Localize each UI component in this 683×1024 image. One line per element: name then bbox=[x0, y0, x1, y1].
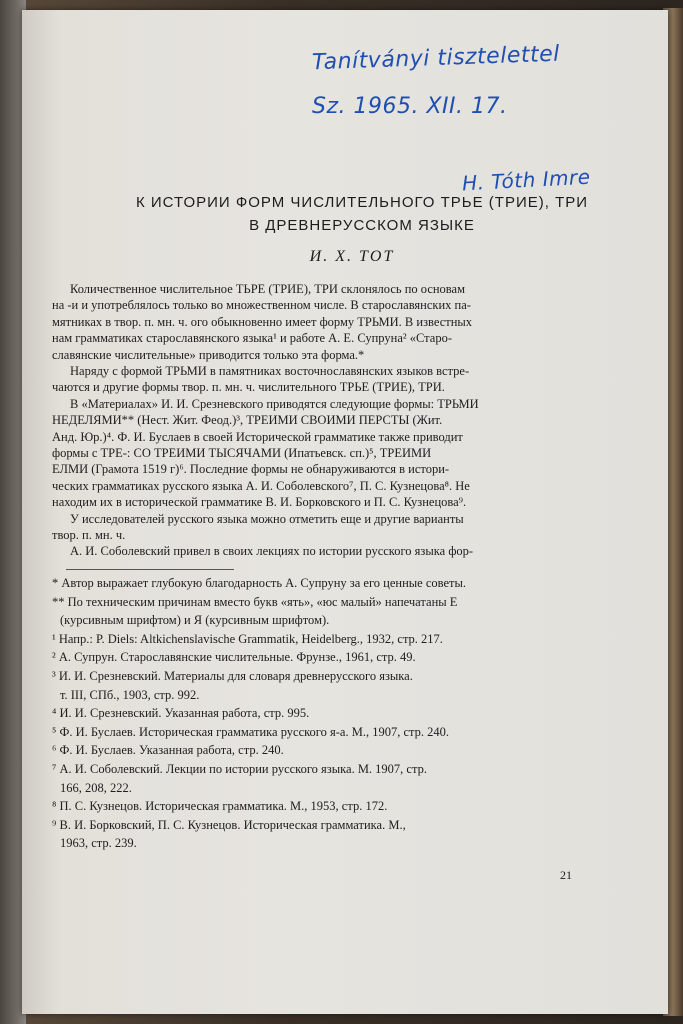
handwritten-date: Sz. 1965. XII. 17. bbox=[312, 94, 508, 119]
body-line: Количественное числительное ТЬРЕ (ТРИЕ), ТРИ склонялось по основам bbox=[70, 282, 466, 296]
footnote-line: ⁷ А. И. Соболевский. Лекции по истории русского языка. М. 1907, стр. bbox=[52, 762, 427, 776]
footnote-line: * Автор выражает глубокую благодарность А. Супруну за его ценные советы. bbox=[52, 576, 466, 590]
article-title-line1: К ИСТОРИИ ФОРМ ЧИСЛИТЕЛЬНОГО ТРЬЕ (ТРИЕ), ТРИ bbox=[135, 194, 589, 211]
body-line: на -и и употреблялось только во множественном числе. В старославянских па- bbox=[52, 298, 471, 313]
body-line: У исследователей русского языка можно отметить еще и другие варианты bbox=[70, 511, 464, 526]
footnote-divider bbox=[66, 569, 234, 570]
body-line: нам грамматиках старославянского языка¹ и работе А. Е. Супруна² «Старо- bbox=[52, 331, 452, 346]
footnote-line: ² А. Супрун. Старославянские числительные. Фрунзе., 1961, стр. 49. bbox=[52, 650, 416, 665]
footnote-line: ** По техническим причинам вместо букв «ять», «юс малый» напечатаны Е bbox=[52, 594, 458, 609]
body-line: формы с ТРЕ-: СО ТРЕИМИ ТЫСЯЧАМИ (Ипатьевск. сп.)⁵, ТРЕИМИ bbox=[52, 446, 432, 460]
footnote-line: ³ И. И. Срезневский. Материалы для словаря древнерусского языка. bbox=[52, 669, 413, 683]
footnote-line: ⁸ П. С. Кузнецов. Историческая грамматика. М., 1953, стр. 172. bbox=[52, 799, 388, 814]
footnote-line: ⁹ В. И. Борковский, П. С. Кузнецов. Историческая грамматика. М., bbox=[52, 817, 406, 832]
article-author: И. Х. ТОТ bbox=[309, 248, 395, 265]
footnote-line: 166, 208, 222. bbox=[60, 780, 132, 795]
article-title-line2: В ДРЕВНЕРУССКОМ ЯЗЫКЕ bbox=[249, 217, 475, 234]
body-line: твор. п. мн. ч. bbox=[52, 528, 126, 542]
body-line: чаются и другие формы твор. п. мн. ч. числительного ТРЬЕ (ТРИЕ), ТРИ. bbox=[52, 380, 445, 395]
body-line: находим их в исторической грамматике В. И. Борковского и П. С. Кузнецова⁹. bbox=[52, 495, 467, 510]
body-line: ЕЛМИ (Грамота 1519 г)⁶. Последние формы не обнаруживаются в истори- bbox=[52, 462, 450, 477]
footnote-line: ⁶ Ф. И. Буслаев. Указанная работа, стр. 240. bbox=[52, 743, 284, 758]
body-line: В «Материалах» И. И. Срезневского приводятся следующие формы: ТРЬМИ bbox=[70, 396, 479, 411]
body-line: А. И. Соболевский привел в своих лекциях по истории русского языка фор- bbox=[70, 544, 474, 559]
body-line: славянские числительные» приводится только эта форма.* bbox=[52, 347, 365, 362]
footnote-line: (курсивным шрифтом) и Я (курсивным шрифтом). bbox=[60, 613, 330, 628]
footnote-line: т. III, СПб., 1903, стр. 992. bbox=[60, 687, 200, 702]
footnote-line: ¹ Напр.: P. Diels: Altkichenslavische Grammatik, Heidelberg., 1932, стр. 217. bbox=[52, 631, 443, 646]
body-line: мятниках в твор. п. мн. ч. ого обыкновенно имеет форму ТРЬМИ. В известных bbox=[52, 314, 473, 329]
footnote-line: ⁵ Ф. И. Буслаев. Историческая грамматика русского я-а. М., 1907, стр. 240. bbox=[52, 724, 449, 739]
handwritten-dedication: Tanítványi tisztelettel bbox=[311, 41, 561, 76]
handwritten-signature: H. Tóth Imre bbox=[461, 164, 592, 196]
book-page bbox=[22, 10, 668, 1014]
footnote-line: 1963, стр. 239. bbox=[60, 836, 137, 851]
footnote-line: ⁴ И. И. Срезневский. Указанная работа, стр. 995. bbox=[52, 706, 310, 721]
body-line: Наряду с формой ТРЬМИ в памятниках восточнославянских языков встре- bbox=[70, 364, 470, 378]
body-line: НЕДЕЛЯМИ** (Нест. Жит. Феод.)³, ТРЕИМИ СВОИМИ ПЕРСТЫ (Жит. bbox=[52, 413, 443, 428]
page-number: 21 bbox=[560, 868, 572, 882]
body-line: ческих грамматиках русского языка А. И. Соболевского⁷, П. С. Кузнецова⁸. Не bbox=[52, 478, 470, 493]
body-line: Анд. Юр.)⁴. Ф. И. Буслаев в своей Исторической грамматике также приводит bbox=[52, 429, 463, 444]
